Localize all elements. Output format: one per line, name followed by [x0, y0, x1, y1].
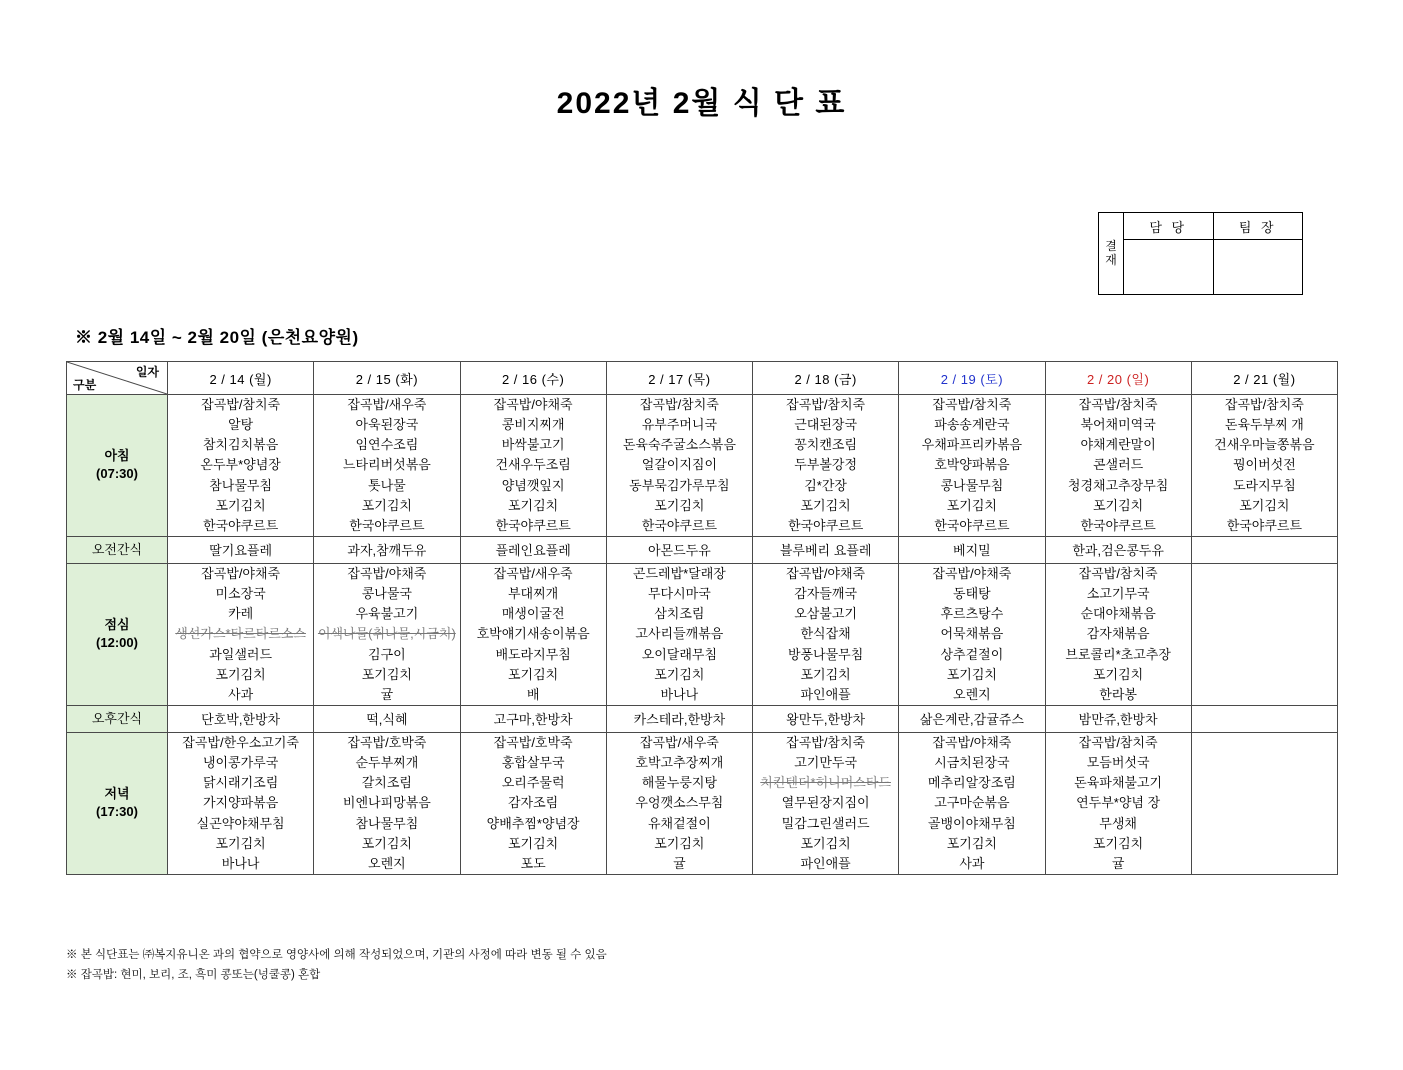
menu-item: 카스테라,한방차	[633, 712, 726, 728]
menu-item: 무생채	[1099, 815, 1137, 831]
approval-col1-header: 담 당	[1124, 213, 1214, 240]
table-body	[67, 395, 1338, 875]
menu-cell-r2-c7	[1191, 563, 1337, 705]
menu-cell-r3-c3	[606, 705, 752, 732]
menu-cell-r1-c1	[314, 536, 460, 563]
menu-cell-r0-c1	[314, 395, 460, 537]
menu-item: 유채겉절이	[647, 815, 711, 831]
menu-item: 고구마,한방차	[493, 712, 573, 728]
menu-cell-r3-c0	[168, 705, 314, 732]
menu-item: 카레	[228, 606, 254, 622]
menu-item: 꿩이버섯전	[1232, 457, 1296, 473]
row-label-3: 오후간식	[67, 705, 168, 732]
menu-item: 사과	[228, 686, 254, 702]
footnote-2: ※ 잡곡밥: 현미, 보리, 조, 흑미 콩또는(넝쿨콩) 혼합	[66, 968, 321, 981]
menu-item: 바나나	[660, 686, 699, 702]
menu-item: 잡곡밥/참치죽	[1224, 397, 1304, 412]
menu-item: 바싹불고기	[501, 437, 565, 453]
menu-item: 포기김치	[800, 666, 851, 682]
menu-item: 호박얘기새송이볶음	[476, 626, 590, 642]
menu-item: 단호박,한방차	[201, 712, 281, 728]
menu-item: 호박양파볶음	[934, 457, 1010, 473]
row-label-0	[67, 395, 168, 537]
row-label-2	[67, 563, 168, 705]
menu-cell-r4-c4	[753, 732, 899, 874]
menu-item: 삶은계란,감귤쥬스	[919, 712, 1024, 728]
menu-item: 콩비지찌개	[501, 417, 565, 433]
menu-item: 순두부찌개	[355, 755, 419, 771]
menu-item: 한국야쿠르트	[349, 517, 425, 533]
menu-item: 온두부*양념장	[200, 457, 281, 473]
day-header-6: 2 / 20 (일)	[1045, 362, 1191, 395]
menu-item: 참나물무침	[209, 477, 273, 493]
menu-item: 감자조림	[508, 795, 559, 811]
menu-item: 베지밀	[953, 543, 991, 559]
menu-item: 김구이	[368, 646, 406, 662]
menu-cell-r1-c5	[899, 536, 1045, 563]
menu-item: 근대된장국	[794, 417, 858, 433]
menu-item: 포기김치	[1093, 835, 1144, 851]
menu-item: 사과	[959, 855, 985, 871]
menu-cell-r1-c2	[460, 536, 606, 563]
menu-item: 오렌지	[368, 855, 406, 871]
menu-item: 건새우마늘쫑볶음	[1214, 437, 1315, 453]
menu-item: 참나물무침	[355, 815, 419, 831]
menu-item: 귤	[1111, 855, 1125, 871]
menu-item: 파인애플	[800, 855, 851, 871]
menu-item: 해물누룽지탕	[641, 775, 718, 791]
menu-item: 골뱅이야채무침	[927, 815, 1016, 831]
menu-item: 포기김치	[508, 666, 559, 682]
menu-item: 잡곡밥/참치죽	[639, 397, 719, 412]
menu-item: 참치김치볶음	[202, 437, 279, 453]
weekly-menu-table	[66, 361, 1338, 875]
menu-item: 유부주머니국	[641, 417, 718, 433]
menu-cell-r4-c2	[460, 732, 606, 874]
menu-item: 메추리알장조림	[927, 775, 1016, 791]
approval-col2-header: 팀 장	[1213, 213, 1303, 240]
menu-item: 포기김치	[1239, 497, 1290, 513]
menu-item: 오이달래무침	[641, 646, 718, 662]
menu-item: 김*간장	[804, 477, 847, 493]
menu-item: 배도라지무침	[495, 646, 571, 662]
table-header-row	[67, 362, 1338, 395]
menu-item: 밀감그린샐러드	[781, 815, 870, 831]
menu-item: 포도	[520, 855, 546, 871]
menu-item: 어묵채볶음	[940, 626, 1004, 642]
menu-item: 잡곡밥/참치죽	[786, 734, 866, 750]
menu-cell-r1-c6	[1045, 536, 1191, 563]
menu-item: 잡곡밥/참치죽	[786, 397, 866, 412]
menu-item: 포기김치	[508, 835, 559, 851]
menu-item: 두부볼강정	[794, 457, 858, 473]
footnote-1: ※ 본 식단표는 ㈜복지유니온 과의 협약으로 영양사에 의해 작성되었으며, 기관의 사정에 따라 변동 될 수 있음	[66, 949, 607, 961]
menu-cell-r1-c3	[606, 536, 752, 563]
menu-item: 잡곡밥/야채죽	[493, 397, 573, 412]
menu-item: 홍합살무국	[501, 755, 565, 771]
menu-item: 잡곡밥/참치죽	[1078, 565, 1158, 581]
menu-item: 곤드레밥*달래장	[632, 565, 726, 581]
menu-item: 잡곡밥/호박죽	[347, 734, 427, 750]
menu-item: 야채계란말이	[1080, 437, 1156, 453]
menu-cell-r1-c7	[1191, 536, 1337, 563]
menu-item: 냉이콩가루국	[202, 755, 279, 771]
menu-cell-r3-c5	[899, 705, 1045, 732]
menu-item: 미소장국	[215, 586, 266, 602]
menu-item: 플레인요플레	[495, 543, 571, 559]
menu-item: 콩나물국	[361, 586, 412, 602]
menu-item: 삼치조림	[654, 606, 705, 622]
menu-item: 갈치조림	[361, 775, 412, 791]
menu-item: 한국야쿠르트	[202, 517, 279, 533]
menu-item: 매생이굴전	[501, 606, 565, 622]
menu-item: 블루베리 요플레	[779, 543, 872, 559]
menu-cell-r4-c0	[168, 732, 314, 874]
menu-item: 잡곡밥/야채죽	[932, 565, 1012, 581]
menu-cell-r4-c3	[606, 732, 752, 874]
day-header-4: 2 / 18 (금)	[753, 362, 899, 395]
menu-item: 오리주물럭	[501, 775, 565, 791]
menu-cell-r3-c7	[1191, 705, 1337, 732]
approval-col2-signature[interactable]	[1213, 240, 1303, 295]
menu-cell-r2-c4	[753, 563, 899, 705]
menu-cell-r0-c7	[1191, 395, 1337, 537]
menu-item: 잡곡밥/한우소고기죽	[182, 734, 299, 750]
menu-item: 잡곡밥/야채죽	[786, 565, 866, 581]
row-label-time: (17:30)	[96, 804, 138, 820]
row-label-4	[67, 732, 168, 874]
menu-item: 귤	[380, 686, 394, 702]
menu-item: 포기김치	[508, 497, 559, 513]
menu-item: 우엉깻소스무침	[635, 795, 724, 811]
menu-item: 건새우두조림	[495, 457, 571, 473]
menu-cell-r4-c5	[899, 732, 1045, 874]
menu-item: 소고기무국	[1086, 586, 1150, 602]
menu-item: 한국야쿠르트	[787, 517, 864, 533]
table-row	[67, 732, 1338, 874]
menu-item: 잡곡밥/새우죽	[493, 565, 573, 581]
menu-item: 도라지무침	[1232, 477, 1296, 493]
menu-item: 호박고추장찌개	[635, 755, 724, 771]
menu-item: 열무된장지짐이	[781, 795, 870, 811]
menu-item: 돈육숙주굴소스볶음	[622, 437, 736, 453]
menu-cell-r2-c2	[460, 563, 606, 705]
menu-item: 잡곡밥/참치죽	[1078, 397, 1158, 412]
menu-item: 잡곡밥/참치죽	[201, 397, 281, 412]
menu-item: 동태탕	[953, 586, 991, 602]
row-label-name: 아침	[104, 447, 130, 463]
footnotes	[66, 946, 607, 985]
menu-item: 콘샐러드	[1093, 457, 1144, 473]
day-header-3: 2 / 17 (목)	[606, 362, 752, 395]
row-label-1: 오전간식	[67, 536, 168, 563]
menu-item: 파송송계란국	[934, 417, 1010, 433]
menu-item: 톳나물	[368, 477, 406, 493]
menu-item: 돈육두부찌 개	[1224, 417, 1304, 433]
menu-cell-r0-c4	[753, 395, 899, 537]
row-label-time: (12:00)	[96, 635, 138, 651]
menu-cell-r0-c5	[899, 395, 1045, 537]
menu-item: 감자들깨국	[794, 586, 858, 602]
menu-item: 포기김치	[215, 497, 266, 513]
menu-item: 브로콜리*초고추장	[1065, 646, 1171, 662]
menu-item: 양배추찜*양념장	[486, 815, 580, 831]
menu-item: 포기김치	[1093, 666, 1144, 682]
menu-item: 귤	[673, 855, 686, 871]
menu-item: 포기김치	[1093, 497, 1144, 513]
menu-cell-r0-c2	[460, 395, 606, 537]
menu-item: 딸기요플레	[209, 543, 273, 559]
menu-item: 한라봉	[1099, 686, 1137, 702]
table-row	[67, 536, 1338, 563]
menu-item: 꽁치캔조림	[794, 437, 858, 453]
menu-item: 동부묵김가루무침	[629, 477, 730, 493]
menu-item: 왕만두,한방차	[786, 712, 866, 728]
menu-item: 실곤약야채무침	[196, 815, 285, 831]
day-header-0: 2 / 14 (월)	[168, 362, 314, 395]
menu-item: 비엔나피망볶음	[342, 795, 431, 811]
menu-document-page	[0, 78, 1403, 1070]
menu-item: 고사리들깨볶음	[635, 626, 724, 642]
day-header-1: 2 / 15 (화)	[314, 362, 460, 395]
menu-item: 후르츠탕수	[940, 606, 1004, 622]
menu-item: 생선가스*타르타르소스	[175, 626, 306, 642]
menu-item: 알탕	[228, 417, 254, 433]
menu-item: 오렌지	[953, 686, 991, 702]
menu-item: 연두부*양념 장	[1076, 795, 1161, 811]
menu-item: 포기김치	[361, 835, 412, 851]
table-row	[67, 395, 1338, 537]
menu-item: 감자채볶음	[1086, 626, 1150, 642]
menu-item: 밤만쥬,한방차	[1078, 712, 1158, 728]
menu-item: 고구마순볶음	[934, 795, 1010, 811]
header-corner-cell	[67, 362, 168, 395]
menu-item: 아욱된장국	[355, 417, 419, 433]
table-row	[67, 563, 1338, 705]
menu-item: 시금치된장국	[934, 755, 1010, 771]
menu-item: 포기김치	[800, 497, 851, 513]
menu-item: 느타리버섯볶음	[342, 457, 431, 473]
menu-item: 잡곡밥/호박죽	[493, 734, 573, 750]
menu-item: 잡곡밥/야채죽	[347, 565, 427, 581]
menu-item: 포기김치	[654, 835, 705, 851]
menu-cell-r3-c2	[460, 705, 606, 732]
menu-item: 파인애플	[800, 686, 851, 702]
menu-cell-r0-c0	[168, 395, 314, 537]
menu-cell-r2-c5	[899, 563, 1045, 705]
menu-item: 포기김치	[654, 497, 705, 513]
menu-item: 잡곡밥/야채죽	[201, 565, 281, 581]
menu-item: 고기만두국	[794, 755, 858, 771]
menu-cell-r2-c1	[314, 563, 460, 705]
approval-col1-signature[interactable]	[1124, 240, 1214, 295]
menu-cell-r4-c6	[1045, 732, 1191, 874]
menu-item: 포기김치	[946, 497, 997, 513]
menu-item: 양념깻잎지	[501, 477, 565, 493]
menu-item: 한국야쿠르트	[1226, 517, 1303, 533]
menu-item: 무다시마국	[647, 586, 711, 602]
menu-item: 닭시래기조림	[202, 775, 279, 791]
menu-item: 잡곡밥/새우죽	[347, 397, 427, 412]
menu-cell-r0-c3	[606, 395, 752, 537]
menu-item: 한국야쿠르트	[495, 517, 571, 533]
menu-item: 포기김치	[215, 835, 266, 851]
menu-item: 돈육파채불고기	[1074, 775, 1163, 791]
menu-item: 아몬드두유	[647, 543, 711, 559]
menu-item: 치킨텐더*허니머스타드	[760, 775, 891, 791]
menu-cell-r3-c6	[1045, 705, 1191, 732]
menu-item: 콩나물무침	[940, 477, 1004, 493]
menu-item: 한국야쿠르트	[1080, 517, 1156, 533]
menu-item: 포기김치	[800, 835, 851, 851]
menu-cell-r3-c4	[753, 705, 899, 732]
menu-item: 포기김치	[361, 666, 412, 682]
menu-item: 북어채미역국	[1080, 417, 1156, 433]
menu-item: 잡곡밥/참치죽	[1078, 734, 1158, 750]
corner-division-label: 구분	[73, 378, 97, 392]
menu-cell-r3-c1	[314, 705, 460, 732]
menu-item: 방풍나물무침	[787, 646, 864, 662]
menu-cell-r4-c7	[1191, 732, 1337, 874]
menu-item: 얼갈이지짐이	[641, 457, 718, 473]
menu-item: 한국야쿠르트	[641, 517, 718, 533]
row-label-name: 저녁	[104, 785, 130, 801]
corner-date-label: 일자	[135, 365, 159, 379]
menu-item: 우육불고기	[355, 606, 419, 622]
menu-item: 과자,참깨두유	[347, 543, 427, 559]
menu-item: 이색나물(취나물,시금치)	[317, 626, 456, 642]
row-label-name: 점심	[104, 616, 130, 632]
menu-cell-r2-c3	[606, 563, 752, 705]
menu-item: 포기김치	[361, 497, 412, 513]
menu-item: 부대찌개	[508, 586, 559, 602]
menu-cell-r2-c0	[168, 563, 314, 705]
menu-item: 잡곡밥/새우죽	[639, 734, 719, 750]
menu-item: 우채파프리카볶음	[921, 437, 1023, 453]
menu-cell-r1-c0	[168, 536, 314, 563]
menu-item: 배	[526, 686, 540, 702]
menu-item: 가지양파볶음	[202, 795, 279, 811]
menu-item: 포기김치	[654, 666, 705, 682]
menu-item: 오삼불고기	[794, 606, 858, 622]
menu-item: 모듬버섯국	[1086, 755, 1150, 771]
menu-item: 잡곡밥/참치죽	[932, 397, 1012, 412]
menu-cell-r4-c1	[314, 732, 460, 874]
menu-item: 한국야쿠르트	[934, 517, 1010, 533]
day-header-7: 2 / 21 (월)	[1191, 362, 1337, 395]
menu-item: 순대야채볶음	[1080, 606, 1156, 622]
menu-item: 과일샐러드	[209, 646, 273, 662]
menu-item: 청경채고추장무침	[1067, 477, 1169, 493]
menu-item: 포기김치	[215, 666, 266, 682]
menu-item: 잡곡밥/야채죽	[932, 734, 1012, 750]
row-label-time: (07:30)	[96, 466, 138, 482]
menu-cell-r1-c4	[753, 536, 899, 563]
menu-item: 상추겉절이	[940, 646, 1004, 662]
menu-item: 한과,검은콩두유	[1072, 543, 1164, 559]
page-title: 2022년 2월 식 단 표	[556, 87, 847, 120]
approval-box	[1098, 212, 1303, 295]
menu-item: 포기김치	[946, 666, 997, 682]
table-row	[67, 705, 1338, 732]
date-range-subtitle: ※ 2월 14일 ~ 2월 20일 (은천요양원)	[75, 328, 359, 347]
menu-cell-r2-c6	[1045, 563, 1191, 705]
day-header-5: 2 / 19 (토)	[899, 362, 1045, 395]
menu-item: 떡,식혜	[366, 712, 408, 728]
menu-item: 한식잡채	[800, 626, 851, 642]
menu-item: 임연수조림	[355, 437, 419, 453]
day-header-2: 2 / 16 (수)	[460, 362, 606, 395]
menu-cell-r0-c6	[1045, 395, 1191, 537]
approval-stamp-label: 결 재	[1099, 213, 1124, 295]
menu-item: 바나나	[221, 855, 260, 871]
menu-item: 포기김치	[946, 835, 997, 851]
